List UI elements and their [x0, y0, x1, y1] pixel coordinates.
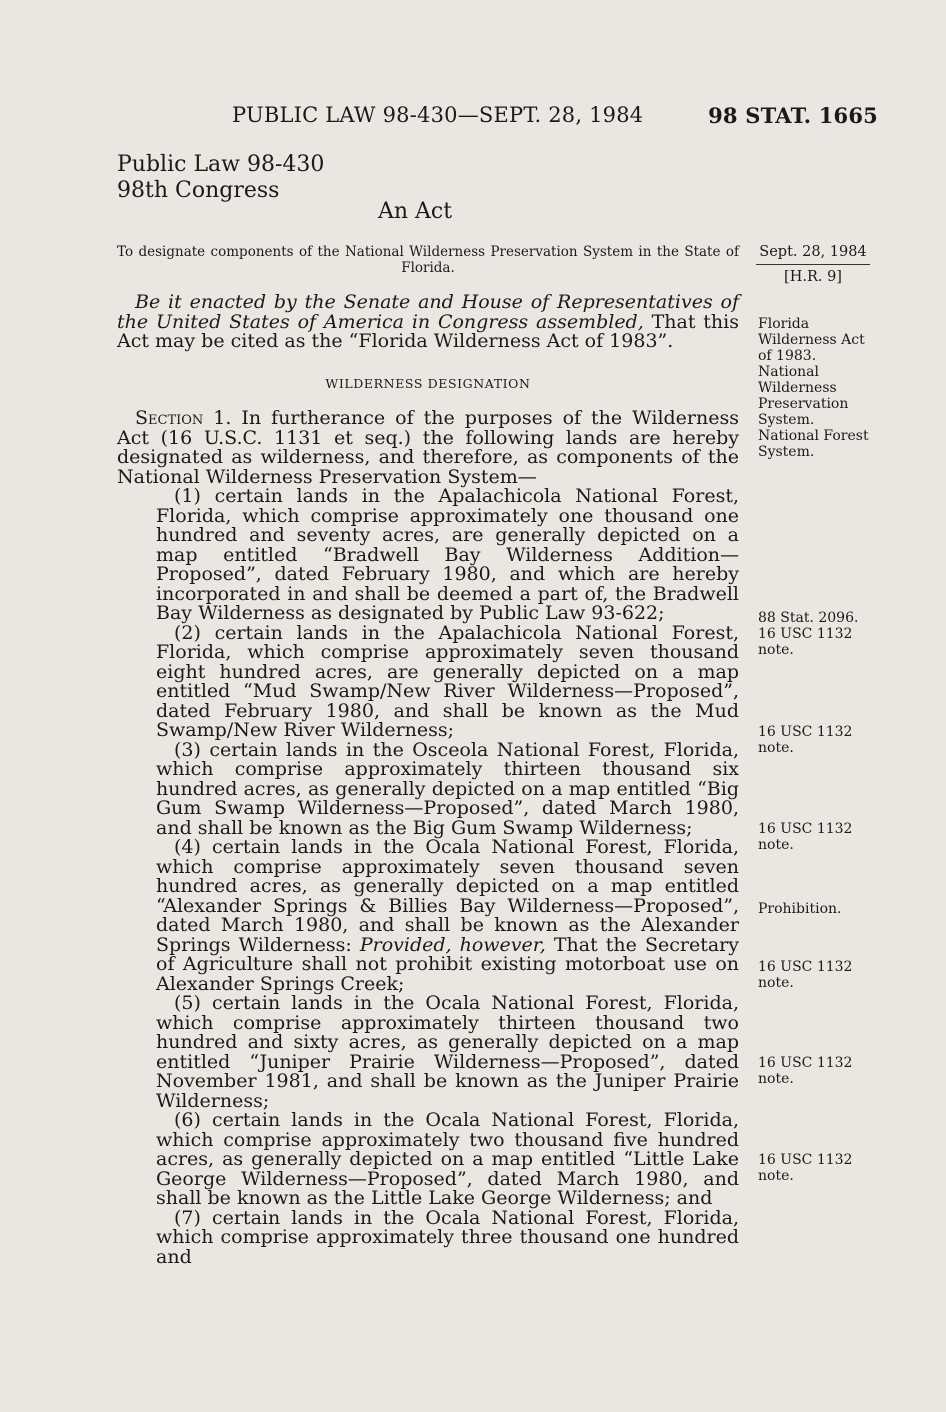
law-title-block: [117, 152, 324, 204]
margin-line: note.: [758, 740, 794, 756]
act-title: An Act: [377, 199, 453, 224]
margin-line: 16 USC 1132: [758, 626, 853, 642]
margin-line: note.: [758, 975, 794, 991]
paragraph-6: (6) certain lands in the Ocala National Forest, Florida, which comprise approximately two thousand five hundred acres, as generally depicted on a map entitled “Little Lake George Wilderness—Proposed”, dated March 1980, and shall be known as the Little Lake George Wilderness; and: [156, 1109, 739, 1209]
margin-line: Wilderness Act: [758, 332, 865, 348]
section-1: [117, 409, 739, 1267]
section-1-intro: [117, 409, 739, 487]
paragraph-1: (1) certain lands in the Apalachicola National Forest, Florida, which comprise approximately one thousand one hundred and seventy acres, are generally depicted on a map entitled “Bradwell Bay Wilderness Addition—Proposed”, dated February 1980, and which are hereby incorporated in and shall be deemed a part of, the Bradwell Bay Wilderness as designated by Public Law 93-622;: [156, 485, 739, 624]
public-law-number: Public Law 98-430: [117, 152, 325, 177]
section-label: Section: [135, 407, 204, 429]
sidebar-rule: [756, 264, 870, 265]
margin-line: Florida: [758, 316, 810, 332]
enacting-clause: [117, 293, 739, 352]
margin-line: note.: [758, 1071, 794, 1087]
margin-note-usc-4: [758, 821, 878, 853]
margin-note-stat-ref: [758, 610, 878, 658]
margin-note-usc-7: [758, 1152, 878, 1184]
paragraph-4-text-a: (4) certain lands in the Ocala National Forest, Florida, which comprise approximately seven thousand seven hundred acres, as generally depicted on a map entitled “Alexander Springs & Billies Bay Wilderness—Proposed”, dated March 1980, and shall be known as the Alexander Springs Wilderness:: [156, 836, 739, 956]
margin-note-short-title: [758, 316, 878, 460]
margin-line: Prohibition.: [758, 901, 842, 917]
paragraph-4-text-b: That the Secretary of Agriculture shall not prohibit existing motorboat use on Alexander Springs Creek;: [156, 933, 739, 995]
bill-number: [H.R. 9]: [784, 269, 842, 285]
paragraph-5: (5) certain lands in the Ocala National Forest, Florida, which comprise approximately thirteen thousand two hundred and sixty acres, as generally depicted on a map entitled “Juniper Prairie Wilderness—Proposed”, dated November 1981, and shall be known as the Juniper Prairie Wilderness;: [156, 992, 739, 1112]
paragraph-2: (2) certain lands in the Apalachicola National Forest, Florida, which comprise approximately seven thousand eight hundred acres, are generally depicted on a map entitled “Mud Swamp/New River Wilderness—Proposed”, dated February 1980, and shall be known as the Mud Swamp/New River Wilderness;: [156, 621, 739, 741]
margin-line: 16 USC 1132: [758, 959, 853, 975]
section-heading: WILDERNESS DESIGNATION: [325, 376, 531, 391]
margin-note-usc-3: [758, 724, 878, 756]
paragraph-7: (7) certain lands in the Ocala National Forest, Florida, which comprise approximately three thousand one hundred and: [156, 1206, 739, 1268]
margin-line: National Forest: [758, 428, 869, 444]
page-citation: 98 STAT. 1665: [708, 103, 878, 128]
margin-line: 88 Stat. 2096.: [758, 610, 859, 626]
enacting-formula: Be it enacted by the Senate and House of Representatives of the United States of America in Congress assembled,: [117, 291, 739, 333]
margin-line: System.: [758, 444, 815, 460]
running-header: PUBLIC LAW 98-430—SEPT. 28, 1984: [232, 103, 644, 127]
margin-note-prohibition: [758, 901, 878, 917]
margin-line: 16 USC 1132: [758, 821, 853, 837]
margin-line: System.: [758, 412, 815, 428]
margin-line: National: [758, 364, 819, 380]
congress-number: 98th Congress: [117, 178, 280, 203]
margin-note-usc-6: [758, 1055, 878, 1087]
margin-line: Wilderness: [758, 380, 837, 396]
margin-line: of 1983.: [758, 348, 817, 364]
margin-line: note.: [758, 837, 794, 853]
margin-line: Preservation: [758, 396, 849, 412]
paragraph-3: (3) certain lands in the Osceola National Forest, Florida, which comprise approximately thirteen thousand six hundred acres, as generally depicted on a map entitled “Big Gum Swamp Wilderness—Proposed”, dated March 1980, and shall be known as the Big Gum Swamp Wilderness;: [156, 738, 739, 839]
margin-line: 16 USC 1132: [758, 1055, 853, 1071]
sidebar-date-block: [756, 242, 870, 287]
margin-line: note.: [758, 642, 794, 658]
margin-line: 16 USC 1132: [758, 724, 853, 740]
short-title-text: That this Act may be cited as the “Florida Wilderness Act of 1983”.: [117, 310, 739, 352]
proviso: Provided, however,: [359, 933, 546, 956]
enactment-date: Sept. 28, 1984: [759, 244, 867, 260]
margin-line: note.: [758, 1168, 794, 1184]
section-1-intro-text: 1. In furtherance of the purposes of the Wilderness Act (16 U.S.C. 1131 et seq.) the following lands are hereby designated as wilderness, and therefore, as components of the National Wilderness Preservation System—: [117, 407, 739, 488]
margin-line: 16 USC 1132: [758, 1152, 853, 1168]
paragraph-4: [156, 838, 739, 994]
margin-note-usc-5: [758, 959, 878, 991]
act-purpose: To designate components of the National Wilderness Preservation System in the State of Florida.: [117, 244, 739, 276]
